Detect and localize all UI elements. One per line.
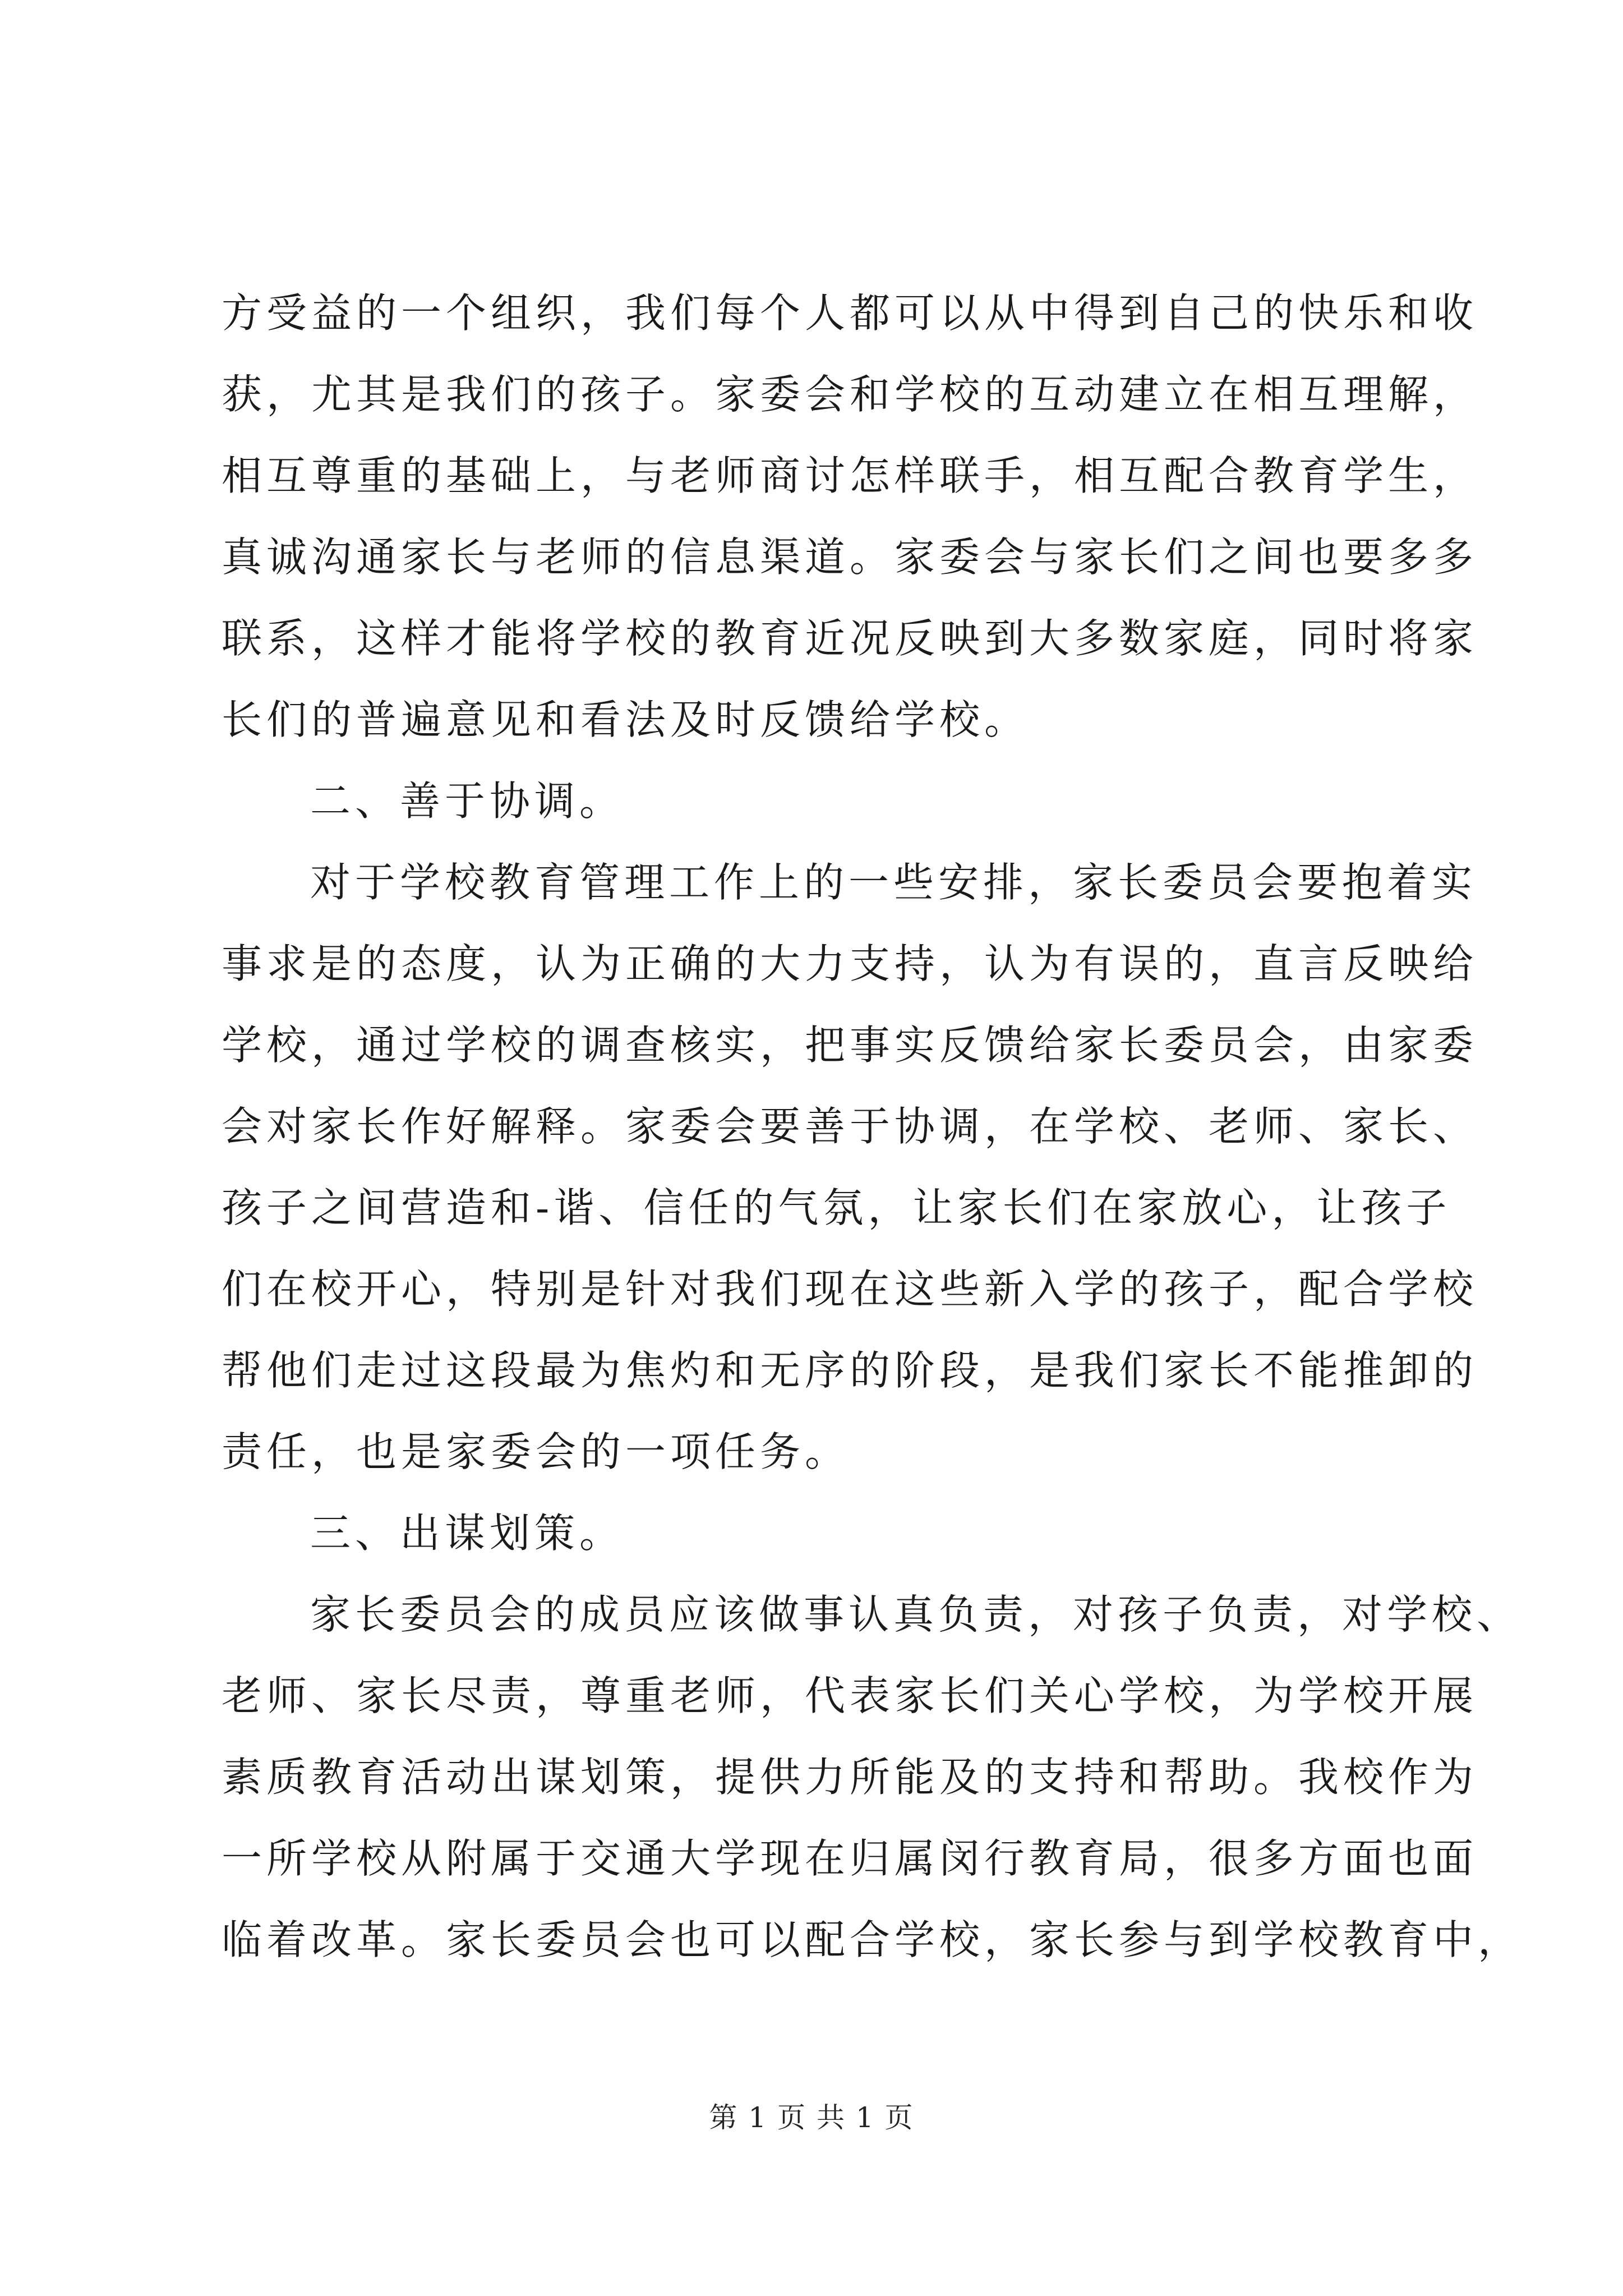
body-line: 长们的普遍意见和看法及时反馈给学校。 <box>222 696 1030 743</box>
body-line: 相互尊重的基础上，与老师商讨怎样联手，相互配合教育学生， <box>222 452 1478 499</box>
page-footer: 第 1 页 共 1 页 <box>709 2101 914 2134</box>
body-line: 素质教育活动出谋划策，提供力所能及的支持和帮助。我校作为 <box>222 1754 1478 1801</box>
body-line: 家长委员会的成员应该做事认真负责，对孩子负责，对学校、 <box>310 1591 1522 1638</box>
body-line: 责任，也是家委会的一项任务。 <box>222 1428 850 1475</box>
body-line: 方受益的一个组织，我们每个人都可以从中得到自己的快乐和收 <box>222 289 1478 337</box>
body-line: 会对家长作好解释。家委会要善于协调，在学校、老师、家长、 <box>222 1103 1478 1150</box>
body-line: 学校，通过学校的调查核实，把事实反馈给家长委员会，由家委 <box>222 1022 1478 1069</box>
body-line: 真诚沟通家长与老师的信息渠道。家委会与家长们之间也要多多 <box>222 533 1478 581</box>
body-line: 临着改革。家长委员会也可以配合学校，家长参与到学校教育中， <box>222 1916 1523 1963</box>
body-line: 对于学校教育管理工作上的一些安排，家长委员会要抱着实 <box>310 859 1477 906</box>
body-line: 获，尤其是我们的孩子。家委会和学校的互动建立在相互理解， <box>222 371 1478 418</box>
body-line: 老师、家长尽责，尊重老师，代表家长们关心学校，为学校开展 <box>222 1672 1478 1719</box>
section-heading-2: 二、善于协调。 <box>310 777 625 825</box>
document-body <box>222 273 1523 1981</box>
body-line: 孩子之间营造和-谐、信任的气氛，让家长们在家放心，让孩子 <box>222 1184 1451 1231</box>
body-line: 一所学校从附属于交通大学现在归属闵行教育局，很多方面也面 <box>222 1835 1478 1882</box>
body-line: 们在校开心，特别是针对我们现在这些新入学的孩子，配合学校 <box>222 1266 1478 1313</box>
body-line: 事求是的态度，认为正确的大力支持，认为有误的，直言反映给 <box>222 940 1478 987</box>
section-heading-3: 三、出谋划策。 <box>310 1510 625 1557</box>
body-line: 帮他们走过这段最为焦灼和无序的阶段，是我们家长不能推卸的 <box>222 1347 1478 1394</box>
body-line: 联系，这样才能将学校的教育近况反映到大多数家庭，同时将家 <box>222 615 1478 662</box>
